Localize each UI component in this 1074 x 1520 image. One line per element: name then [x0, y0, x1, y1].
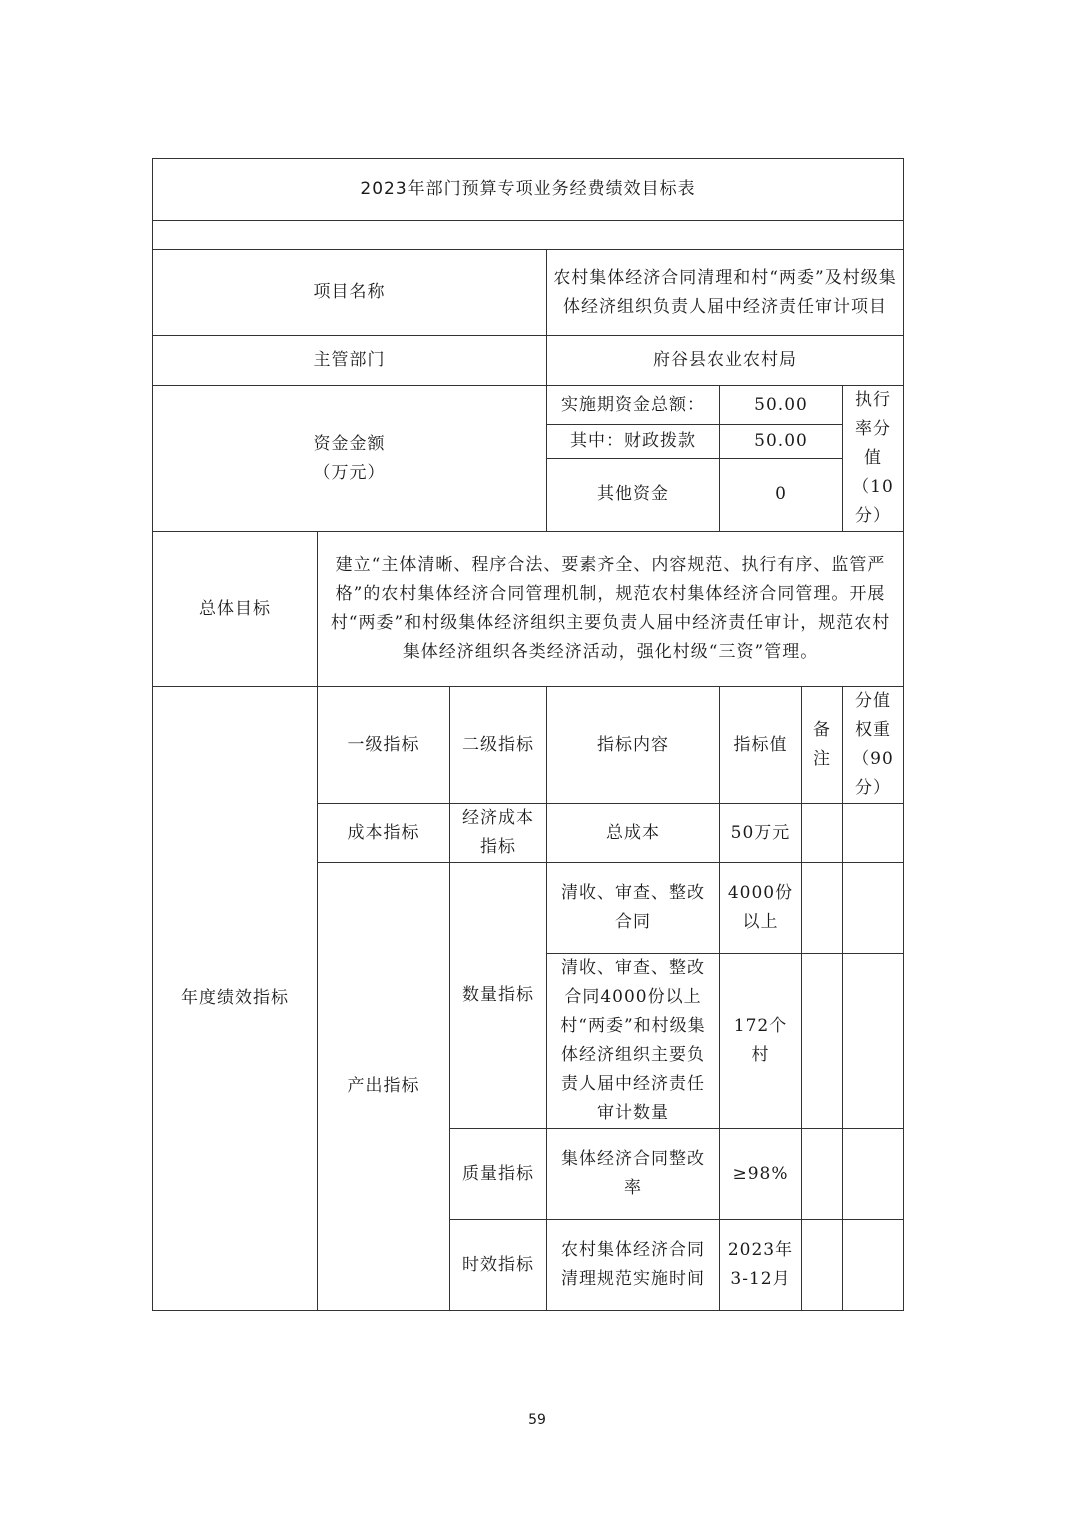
q2-weight: [843, 954, 904, 1129]
timeliness-note: [802, 1220, 843, 1311]
project-name-label: 项目名称: [153, 250, 547, 336]
project-name-value: 农村集体经济合同清理和村“两委”及村级集体经济组织负责人届中经济责任审计项目: [547, 250, 904, 336]
q2-note: [802, 954, 843, 1129]
page-title: 2023年部门预算专项业务经费绩效目标表: [153, 159, 904, 221]
header-level2: 二级指标: [450, 687, 547, 804]
header-note: 备注: [802, 687, 843, 804]
quality-label: 质量指标: [450, 1129, 547, 1220]
cost-content: 总成本: [547, 804, 720, 863]
timeliness-value: 2023年3-12月: [720, 1220, 802, 1311]
funds-score-label: 执行率分值（10分）: [843, 386, 904, 532]
header-value: 指标值: [720, 687, 802, 804]
timeliness-weight: [843, 1220, 904, 1311]
quality-value: ≥98%: [720, 1129, 802, 1220]
quality-note: [802, 1129, 843, 1220]
cost-level2: 经济成本指标: [450, 804, 547, 863]
funds-label-cell: [153, 386, 547, 532]
header-content: 指标内容: [547, 687, 720, 804]
goal-label: 总体目标: [153, 532, 318, 687]
cost-note: [802, 804, 843, 863]
q1-note: [802, 863, 843, 954]
quantity-label: 数量指标: [450, 863, 547, 1129]
funds-fiscal-value: 50.00: [720, 425, 843, 459]
goal-text: 建立“主体清晰、程序合法、要素齐全、内容规范、执行有序、监管严格”的农村集体经济合同管理机制，规范农村集体经济合同管理。开展村“两委”和村级集体经济组织主要负责人届中经济责任审计，规范农村集体经济组织各类经济活动，强化村级“三资”管理。: [318, 532, 904, 687]
indicators-section-label: 年度绩效指标: [153, 687, 318, 1311]
department-label: 主管部门: [153, 336, 547, 386]
timeliness-content: 农村集体经济合同清理规范实施时间: [547, 1220, 720, 1311]
cost-weight: [843, 804, 904, 863]
q2-value: 172个村: [720, 954, 802, 1129]
timeliness-label: 时效指标: [450, 1220, 547, 1311]
funds-other-value: 0: [720, 458, 843, 531]
q2-content: 清收、审查、整改合同4000份以上村“两委”和村级集体经济组织主要负责人届中经济责任审计数量: [547, 954, 720, 1129]
q1-content: 清收、审查、整改合同: [547, 863, 720, 954]
funds-unit: （万元）: [313, 462, 386, 483]
performance-table-container: [152, 158, 903, 1311]
funds-total-label: 实施期资金总额：: [547, 386, 720, 425]
q1-weight: [843, 863, 904, 954]
performance-goal-table: [152, 158, 904, 1311]
funds-fiscal-label: 其中：财政拨款: [547, 425, 720, 459]
funds-other-label: 其他资金: [547, 458, 720, 531]
cost-value: 50万元: [720, 804, 802, 863]
header-level1: 一级指标: [318, 687, 450, 804]
quality-weight: [843, 1129, 904, 1220]
department-value: 府谷县农业农村局: [547, 336, 904, 386]
quality-content: 集体经济合同整改率: [547, 1129, 720, 1220]
funds-label: 资金金额: [313, 433, 386, 454]
funds-total-value: 50.00: [720, 386, 843, 425]
cost-level1: 成本指标: [318, 804, 450, 863]
q1-value: 4000份以上: [720, 863, 802, 954]
blank-row: [153, 221, 904, 250]
page-number: 59: [528, 1412, 546, 1428]
header-weight: 分值权重（90分）: [843, 687, 904, 804]
output-level1: 产出指标: [318, 863, 450, 1311]
